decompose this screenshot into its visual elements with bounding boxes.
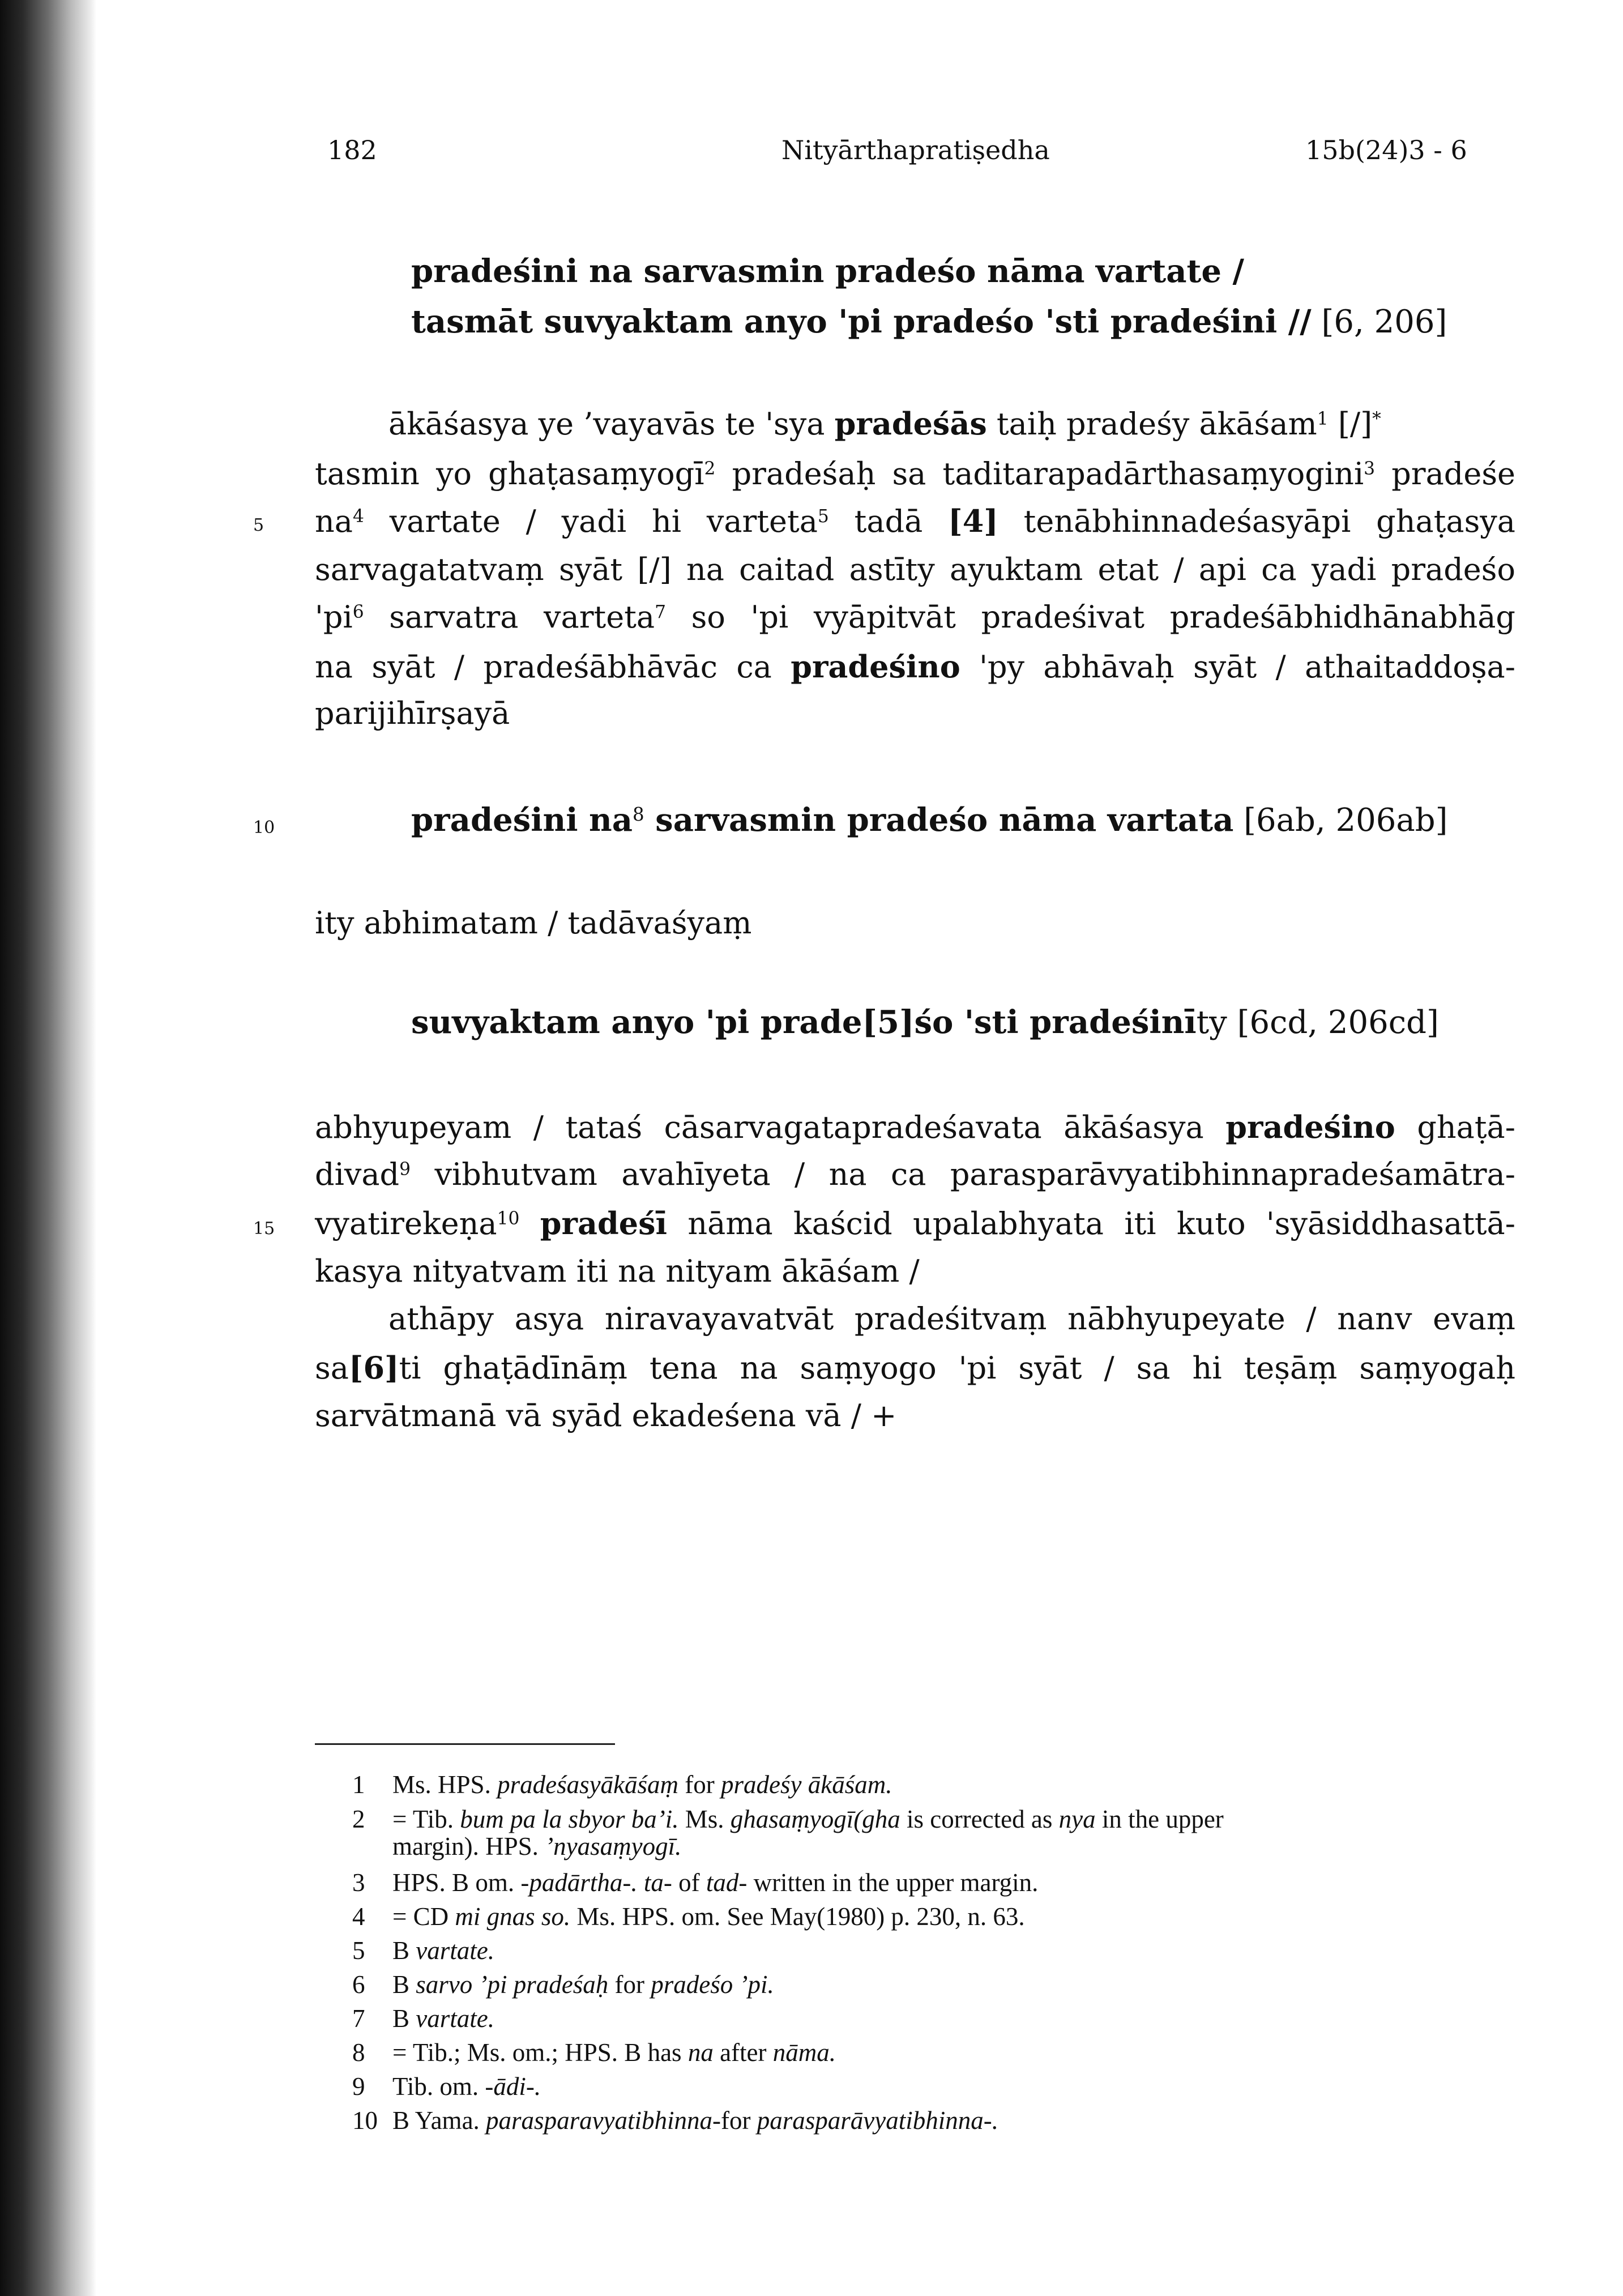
running-title: Nityārthapratiṣedha [781, 135, 1050, 165]
footnote-ref: 9 [399, 1159, 411, 1180]
verse-line-2-ref: [6, 206] [1311, 304, 1447, 340]
footnote-ref: 5 [817, 506, 829, 527]
footnote-ref: 4 [352, 506, 364, 527]
footnote-text: HPS. B om. -padārtha-. ta- of tad- written in the upper margin. [392, 1868, 1039, 1897]
commentary-line: $na^4$ vartate / yadi hi varteta$^5$ tadā [4] tenābhinnadeśasyāpi ghaṭasya [315, 503, 1515, 539]
footnote-ref: 6 [352, 601, 364, 622]
verse-line-1: pradeśini na sarvasmin pradeśo nāma vartate / [411, 253, 1244, 290]
footnote-text: B Yama. parasparavyatibhinna-for parasparāvyatibhinna-. [392, 2106, 998, 2135]
footnote-ref: 1 [1317, 408, 1329, 429]
commentary-line: sarvātmanā vā syād ekadeśena vā / + [315, 1398, 897, 1433]
footnote-ref: 7 [655, 601, 667, 622]
footnote-ref: 8 [633, 804, 644, 826]
verse-quote-6cd: suvyaktam anyo 'pi prade[5]śo 'sti pradeśinīty [6cd, 206cd] [411, 1004, 1439, 1041]
commentary-line: sarvagatatvaṃ syāt [/] na caitad astīty ayuktam etat / api ca yadi pradeśo [315, 552, 1515, 587]
line-number: 5 [253, 515, 264, 535]
footnote-text: = CD mi gnas so. Ms. HPS. om. See May(1980) p. 230, n. 63. [392, 1902, 1025, 1931]
verse-line-2-text: tasmāt suvyaktam anyo 'pi pradeśo 'sti pradeśini // [411, 303, 1312, 340]
footnote-ref: 10 [497, 1208, 520, 1229]
footnote-number: 10 [352, 2106, 378, 2135]
folio-reference: 15b(24)3 - 6 [1305, 135, 1467, 165]
commentary-line: abhyupeyam / tataś cāsarvagatapradeśavata ākāśasya pradeśino ghaṭā- [315, 1109, 1515, 1145]
footnote-number: 3 [352, 1868, 365, 1897]
line-number: 10 [253, 818, 275, 838]
footnote-text: B sarvo ’pi pradeśaḥ for pradeśo ’pi. [392, 1970, 774, 1999]
footnote-number: 7 [352, 2004, 365, 2033]
footnote-text: B vartate. [392, 2004, 494, 2033]
footnote-number: 8 [352, 2038, 365, 2067]
commentary-line: ity abhimatam / tadāvaśyaṃ [315, 905, 752, 941]
commentary-line: '$pi^6$ sarvatra varteta$^7$ so 'pi vyāpitvāt pradeśivat pradeśābhidhānabhāg [315, 599, 1515, 635]
footnote-divider [315, 1743, 615, 1745]
footnote-ref: * [1372, 408, 1381, 429]
commentary-line: divad$^9$ vibhutvam avahīyeta / na ca parasparāvyatibhinnapradeśamātra- [315, 1156, 1515, 1192]
commentary-line: sa[6]ti ghaṭādīnāṃ tena na saṃyogo 'pi syāt / sa hi teṣāṃ saṃyogaḥ [315, 1350, 1515, 1386]
commentary-line: na syāt / pradeśābhāvāc ca pradeśino 'py abhāvaḥ syāt / athaitaddoṣa- [315, 648, 1515, 685]
commentary-line: parijihīrṣayā [315, 695, 510, 731]
footnote-number: 9 [352, 2072, 365, 2101]
footnote-ref: 3 [1364, 458, 1376, 479]
footnote-number: 2 [352, 1805, 365, 1833]
page-number: 182 [327, 135, 377, 165]
footnote-number: 6 [352, 1970, 365, 1999]
commentary-line: kasya nityatvam iti na nityam ākāśam / [315, 1253, 920, 1289]
footnote-text: = Tib. bum pa la sbyor ba’i. Ms. ghasaṃyogī(gha is corrected as nya in the upper [392, 1805, 1224, 1833]
footnote-ref: 2 [704, 458, 716, 479]
footnote-text: Tib. om. -ādi-. [392, 2072, 541, 2101]
verse-quote-6ab: pradeśini $na^8$ sarvasmin pradeśo nāma vartata [6ab, 206ab] [411, 801, 1448, 839]
footnote-number: 5 [352, 1936, 365, 1965]
commentary-line: tasmin yo ghaṭasaṃyogī$^2$ pradeśaḥ sa taditarapadārthasaṃyogini$^3$ pradeśe [315, 456, 1515, 492]
footnote-text-continued: margin). HPS. ’nyasaṃyogī. [392, 1832, 682, 1860]
book-spine-shadow [0, 0, 96, 2296]
footnote-number: 1 [352, 1770, 365, 1799]
verse-line-2 [411, 303, 1447, 340]
commentary-line: ākāśasya ye ’vayavās te 'sya pradeśās taiḥ pradeśy ākāśam$^1$ [/]* [388, 406, 1381, 442]
footnote-text: B vartate. [392, 1936, 494, 1965]
footnote-text: Ms. HPS. pradeśasyākāśaṃ for pradeśy ākāśam. [392, 1770, 892, 1799]
line-number: 15 [253, 1219, 275, 1239]
footnote-text: = Tib.; Ms. om.; HPS. B has na after nāma. [392, 2038, 836, 2067]
commentary-line: athāpy asya niravayavatvāt pradeśitvaṃ nābhyupeyate / nanv evaṃ [388, 1301, 1515, 1337]
commentary-line: vyatirekeṇa$^{10}$ pradeśī nāma kaścid upalabhyata iti kuto 'syāsiddhasattā- [315, 1205, 1515, 1241]
footnote-number: 4 [352, 1902, 365, 1931]
